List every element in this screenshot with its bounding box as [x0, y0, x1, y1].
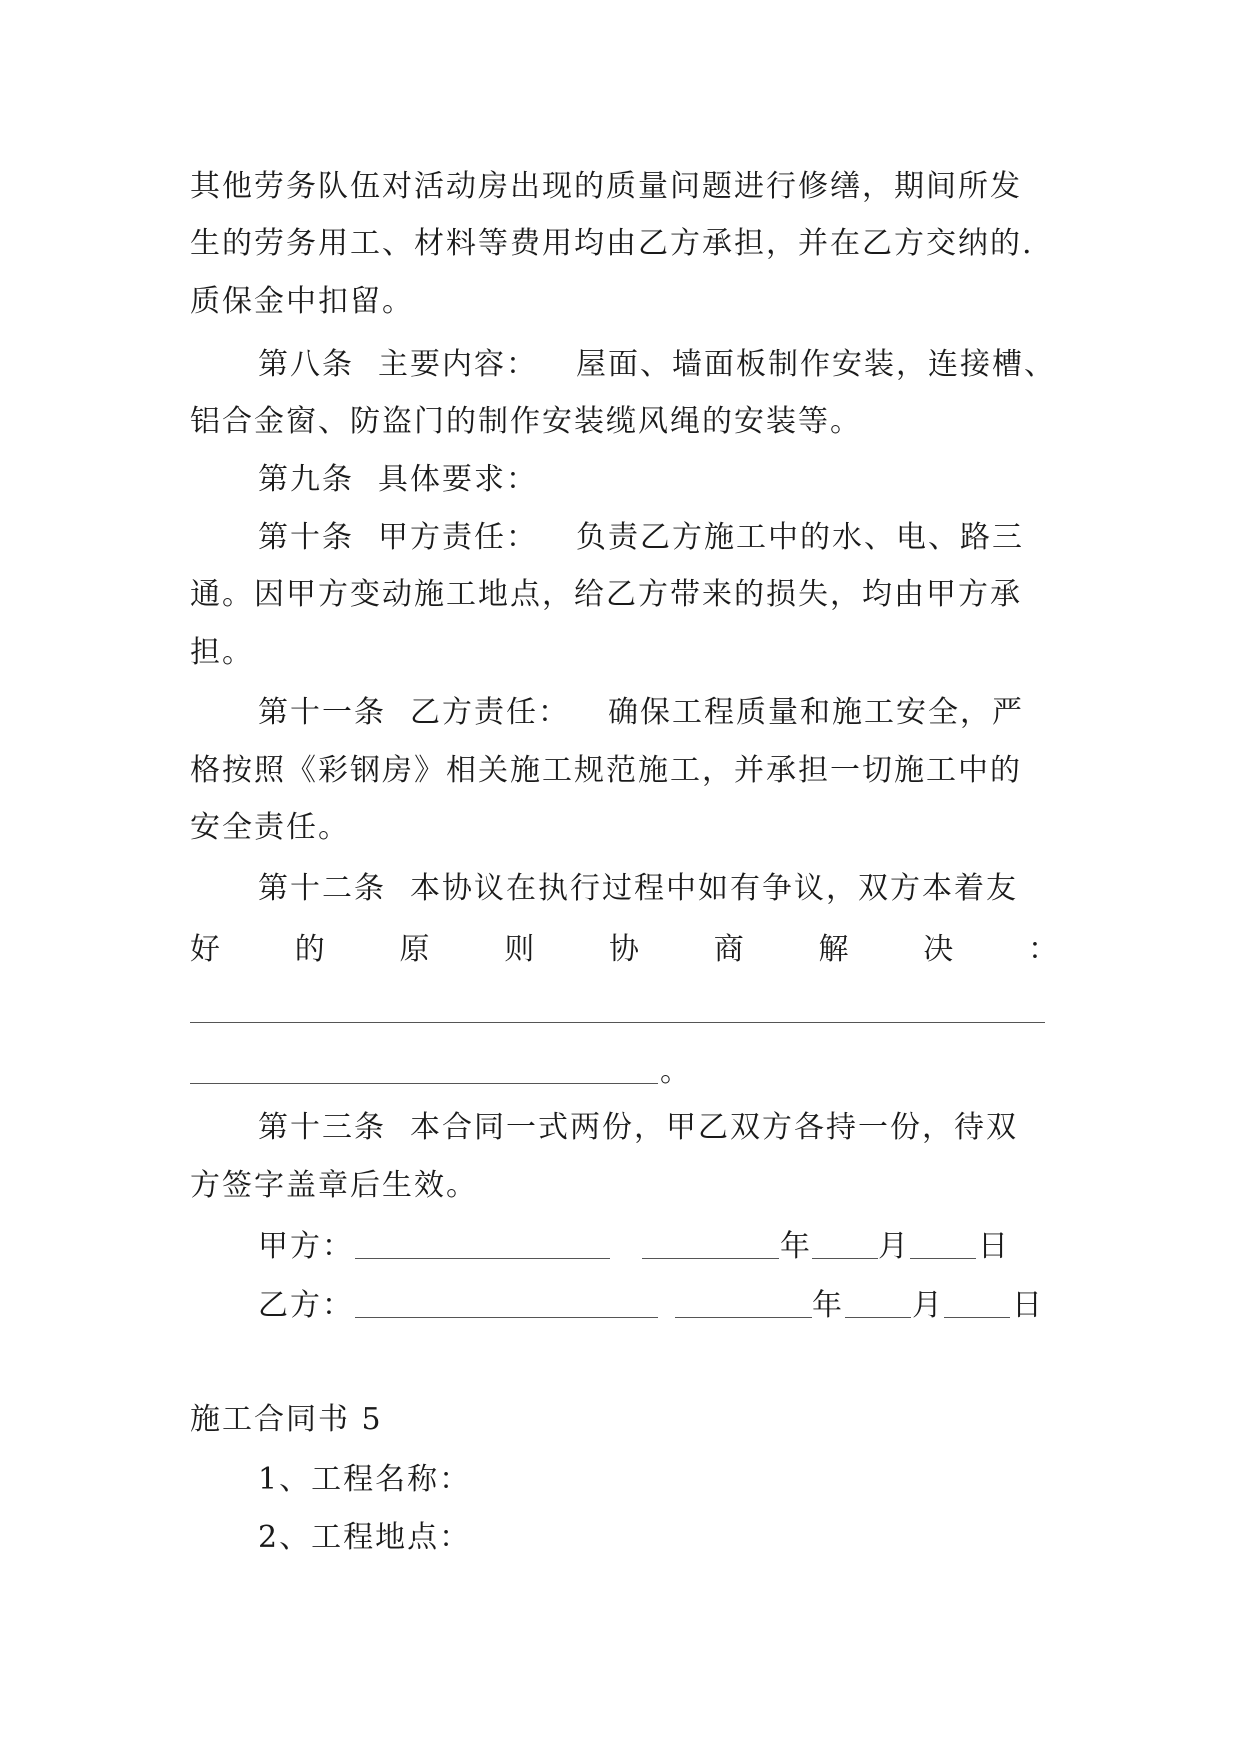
month-blank [845, 1317, 911, 1318]
paragraph-line: 通。因甲方变动施工地点，给乙方带来的损失，均由甲方承 [190, 577, 1022, 612]
article-label: 乙方责任： [410, 695, 570, 730]
party-b-name-blank [355, 1317, 658, 1318]
article-label: 主要内容： [378, 347, 538, 382]
paragraph-line: 担。 [190, 635, 254, 670]
month-blank [812, 1258, 878, 1259]
year-blank [675, 1317, 812, 1318]
justified-char: 好 [190, 932, 220, 967]
article-9 [258, 460, 538, 500]
party-b-label: 乙方： [258, 1288, 354, 1323]
justified-char: ： [1028, 932, 1058, 967]
paragraph-line: 安全责任。 [190, 810, 350, 845]
article-label: 具体要求： [378, 462, 538, 497]
party-a-label: 甲方： [258, 1229, 354, 1264]
justified-line [190, 930, 1058, 970]
blank-fill-line [190, 1083, 658, 1084]
list-item: 1、工程名称： [258, 1462, 472, 1497]
paragraph-line: 其他劳务队伍对活动房出现的质量问题进行修缮，期间所发 [190, 169, 1022, 204]
article-heading: 第八条 [258, 347, 354, 382]
party-a-name-blank [355, 1258, 610, 1259]
party-b-signature [258, 1286, 354, 1326]
paragraph-line: 质保金中扣留。 [190, 284, 414, 319]
party-a-signature [258, 1227, 354, 1267]
article-13 [258, 1108, 1018, 1148]
paragraph-line: 方签字盖章后生效。 [190, 1168, 478, 1203]
article-label: 甲方责任： [378, 520, 538, 555]
justified-char: 的 [294, 932, 325, 967]
article-text: 确保工程质量和施工安全，严 [608, 695, 1024, 730]
article-text: 屋面、墙面板制作安装，连接槽、 [576, 347, 1056, 382]
article-heading: 第十二条 [258, 871, 386, 906]
article-10 [258, 518, 1024, 558]
article-heading: 第九条 [258, 462, 354, 497]
day-label: 日 [1012, 1288, 1044, 1323]
year-label: 年 [812, 1288, 844, 1323]
article-8 [258, 345, 1056, 385]
year-blank [642, 1258, 779, 1259]
article-12 [258, 869, 1018, 909]
year-label: 年 [780, 1229, 812, 1264]
paragraph-line: 生的劳务用工、材料等费用均由乙方承担，并在乙方交纳的. [190, 226, 1034, 261]
justified-char: 则 [504, 932, 535, 967]
day-blank [910, 1258, 976, 1259]
day-label: 日 [978, 1229, 1010, 1264]
month-label: 月 [878, 1229, 910, 1264]
justified-char: 解 [818, 932, 849, 967]
justified-char: 决 [923, 932, 954, 967]
paragraph-line: 格按照《彩钢房》相关施工规范施工，并承担一切施工中的 [190, 753, 1022, 788]
article-text: 本合同一式两份，甲乙双方各持一份，待双 [410, 1110, 1018, 1145]
month-label: 月 [912, 1288, 944, 1323]
sentence-end: 。 [660, 1054, 692, 1089]
section-title: 施工合同书 5 [190, 1402, 383, 1437]
justified-char: 协 [609, 932, 639, 967]
justified-char: 商 [713, 932, 744, 967]
article-11 [258, 693, 1024, 733]
paragraph-line: 铝合金窗、防盗门的制作安装缆风绳的安装等。 [190, 404, 862, 439]
list-item: 2、工程地点： [258, 1520, 472, 1555]
article-text: 负责乙方施工中的水、电、路三 [576, 520, 1024, 555]
article-heading: 第十条 [258, 520, 354, 555]
article-text: 本协议在执行过程中如有争议，双方本着友 [410, 871, 1018, 906]
justified-char: 原 [399, 932, 430, 967]
day-blank [944, 1317, 1010, 1318]
blank-fill-line [190, 1022, 1045, 1023]
article-heading: 第十三条 [258, 1110, 386, 1145]
article-heading: 第十一条 [258, 695, 386, 730]
